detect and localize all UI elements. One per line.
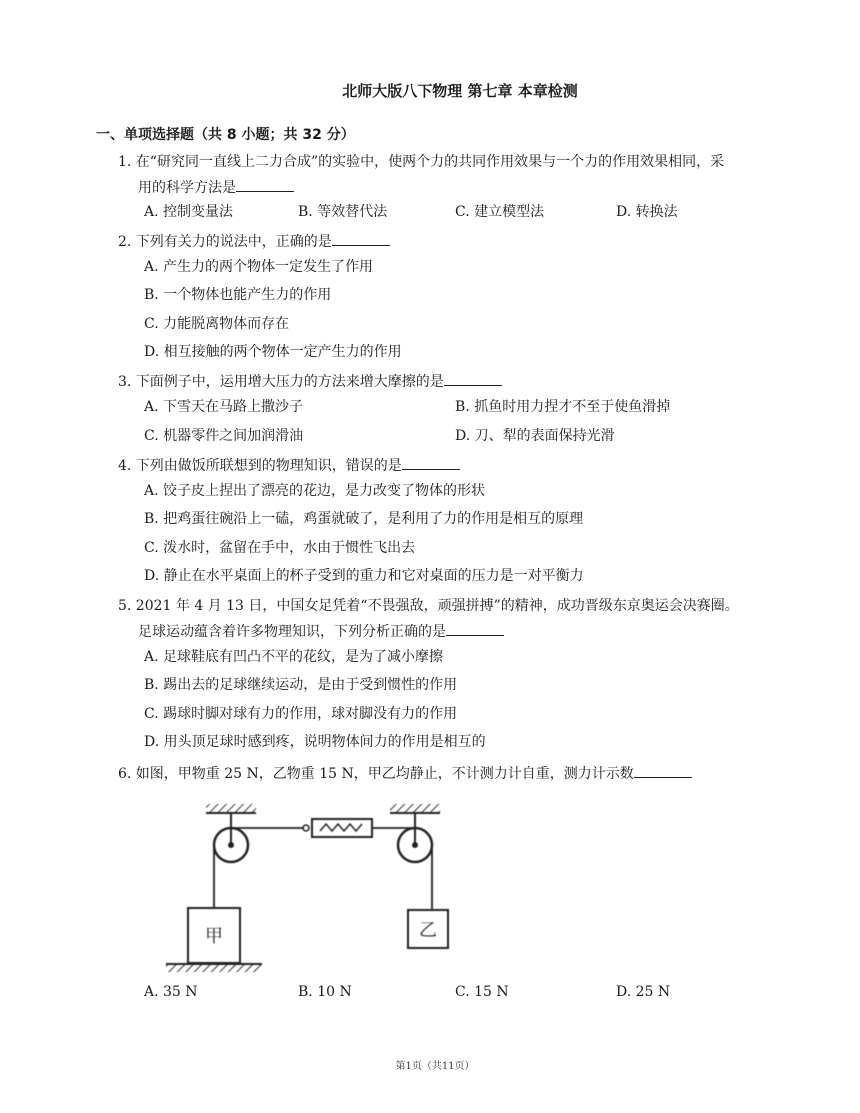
answer-blank: [402, 455, 460, 470]
block-yi-label: 乙: [419, 920, 437, 941]
question-6-option-c: C. 15 N: [455, 984, 509, 1000]
question-5-stem-line-2: 足球运动蕴含着许多物理知识，下列分析正确的是: [138, 621, 504, 642]
answer-blank: [332, 231, 390, 246]
question-2-stem: 2. 下列有关力的说法中，正确的是: [118, 231, 390, 252]
question-1-option-a: A. 控制变量法: [144, 204, 234, 220]
question-5-stem-line-1: 5. 2021 年 4 月 13 日，中国女足凭着“不畏强敌，顽强拼搏”的精神，成功晋级东京奥运会决赛圈。: [118, 598, 739, 614]
question-6-option-a: A. 35 N: [144, 984, 198, 1000]
answer-blank: [634, 763, 692, 778]
right-ceiling: [390, 804, 440, 813]
question-2-option-a: A. 产生力的两个物体一定发生了作用: [144, 259, 374, 275]
section-heading: 一、单项选择题（共 8 小题；共 32 分）: [96, 127, 355, 143]
ground: [166, 964, 262, 972]
answer-blank: [236, 177, 294, 192]
question-1-option-c: C. 建立模型法: [455, 204, 545, 220]
question-5-option-b: B. 踢出去的足球继续运动，是由于受到惯性的作用: [144, 677, 458, 693]
question-1-stem-line-1: 1. 在“研究同一直线上二力合成”的实验中，使两个力的共同作用效果与一个力的作用效果相同，采: [118, 154, 725, 170]
answer-blank: [444, 371, 502, 386]
page-title: 北师大版八下物理 第七章 本章检测: [342, 82, 578, 100]
question-6-option-b: B. 10 N: [298, 984, 352, 1000]
left-ceiling: [206, 804, 256, 813]
question-5-option-d: D. 用头顶足球时感到疼，说明物体间力的作用是相互的: [144, 734, 486, 750]
question-6-stem: 6. 如图，甲物重 25 N，乙物重 15 N，甲乙均静止，不计测力计自重，测力计示数: [118, 763, 692, 784]
question-4-option-d: D. 静止在水平桌面上的杯子受到的重力和它对桌面的压力是一对平衡力: [144, 568, 584, 584]
answer-blank: [446, 621, 504, 636]
question-3-option-c: C. 机器零件之间加润滑油: [144, 428, 304, 444]
question-4-option-c: C. 泼水时，盆留在手中，水由于惯性飞出去: [144, 540, 416, 556]
question-1-option-b: B. 等效替代法: [298, 204, 388, 220]
question-3-option-b: B. 抓鱼时用力捏才不至于使鱼滑掉: [455, 399, 671, 415]
pulley-spring-scale-figure: [138, 790, 458, 980]
question-5-option-c: C. 踢球时脚对球有力的作用，球对脚没有力的作用: [144, 706, 458, 722]
question-1-stem-line-2: 用的科学方法是: [138, 177, 294, 198]
question-3-option-d: D. 刀、犁的表面保持光滑: [455, 428, 615, 444]
question-2-option-c: C. 力能脱离物体而存在: [144, 316, 290, 332]
question-4-option-a: A. 饺子皮上捏出了漂亮的花边，是力改变了物体的形状: [144, 483, 486, 499]
block-jia-label: 甲: [205, 926, 223, 947]
question-2-option-b: B. 一个物体也能产生力的作用: [144, 287, 332, 303]
question-3-stem: 3. 下面例子中，运用增大压力的方法来增大摩擦的是: [118, 371, 502, 392]
question-4-stem: 4. 下列由做饭所联想到的物理知识，错误的是: [118, 455, 460, 476]
page-footer: 第1页（共11页）: [395, 1061, 475, 1072]
question-1-option-d: D. 转换法: [616, 204, 678, 220]
question-6-option-d: D. 25 N: [616, 984, 671, 1000]
question-4-option-b: B. 把鸡蛋往碗沿上一磕，鸡蛋就破了，是利用了力的作用是相互的原理: [144, 511, 584, 527]
question-5-option-a: A. 足球鞋底有凹凸不平的花纹，是为了减小摩擦: [144, 649, 444, 665]
question-3-option-a: A. 下雪天在马路上撒沙子: [144, 399, 304, 415]
question-2-option-d: D. 相互接触的两个物体一定产生力的作用: [144, 344, 402, 360]
